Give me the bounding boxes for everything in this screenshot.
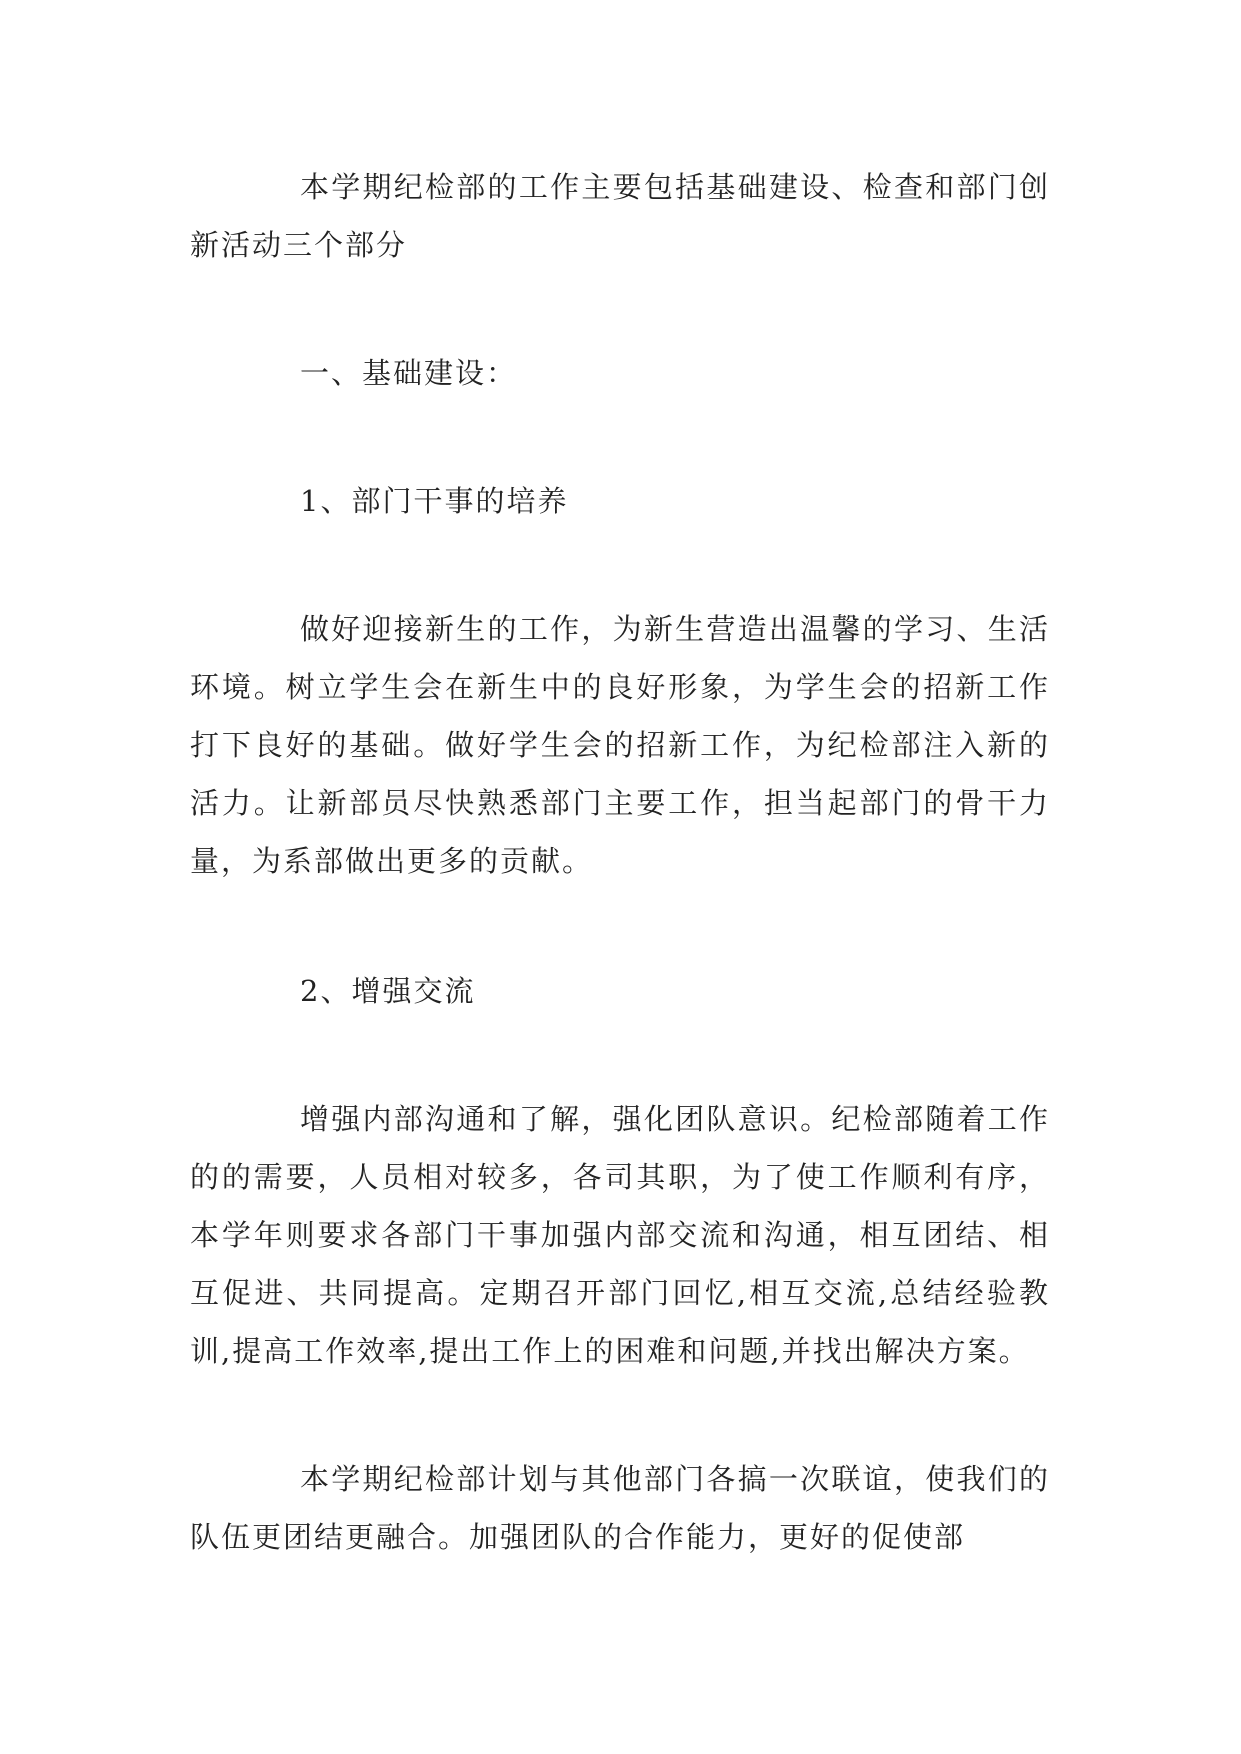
section-heading-basic-construction: 一、基础建设：: [300, 356, 518, 390]
subheading-communication: 2、增强交流: [300, 974, 476, 1008]
subheading-staff-training: 1、部门干事的培养: [300, 484, 569, 518]
intro-paragraph: 本学期纪检部的工作主要包括基础建设、检查和部门创新活动三个部分: [190, 170, 1050, 262]
paragraph-staff-training: 做好迎接新生的工作，为新生营造出温馨的学习、生活环境。树立学生会在新生中的良好形象，为学生会的招新工作打下良好的基础。做好学生会的招新工作，为纪检部注入新的活力。让新部员尽快熟悉部门主要工作，担当起部门的骨干力量，为系部做出更多的贡献。: [190, 612, 1050, 878]
document-body: [190, 158, 1050, 1566]
paragraph-communication: 增强内部沟通和了解，强化团队意识。纪检部随着工作的的需要，人员相对较多，各司其职，为了使工作顺利有序，本学年则要求各部门干事加强内部交流和沟通，相互团结、相互促进、共同提高。定期召开部门回忆,相互交流,总结经验教训,提高工作效率,提出工作上的困难和问题,并找出解决方案。: [190, 1102, 1050, 1368]
paragraph-joint-activities: 本学期纪检部计划与其他部门各搞一次联谊，使我们的队伍更团结更融合。加强团队的合作能力，更好的促使部: [190, 1462, 1050, 1554]
